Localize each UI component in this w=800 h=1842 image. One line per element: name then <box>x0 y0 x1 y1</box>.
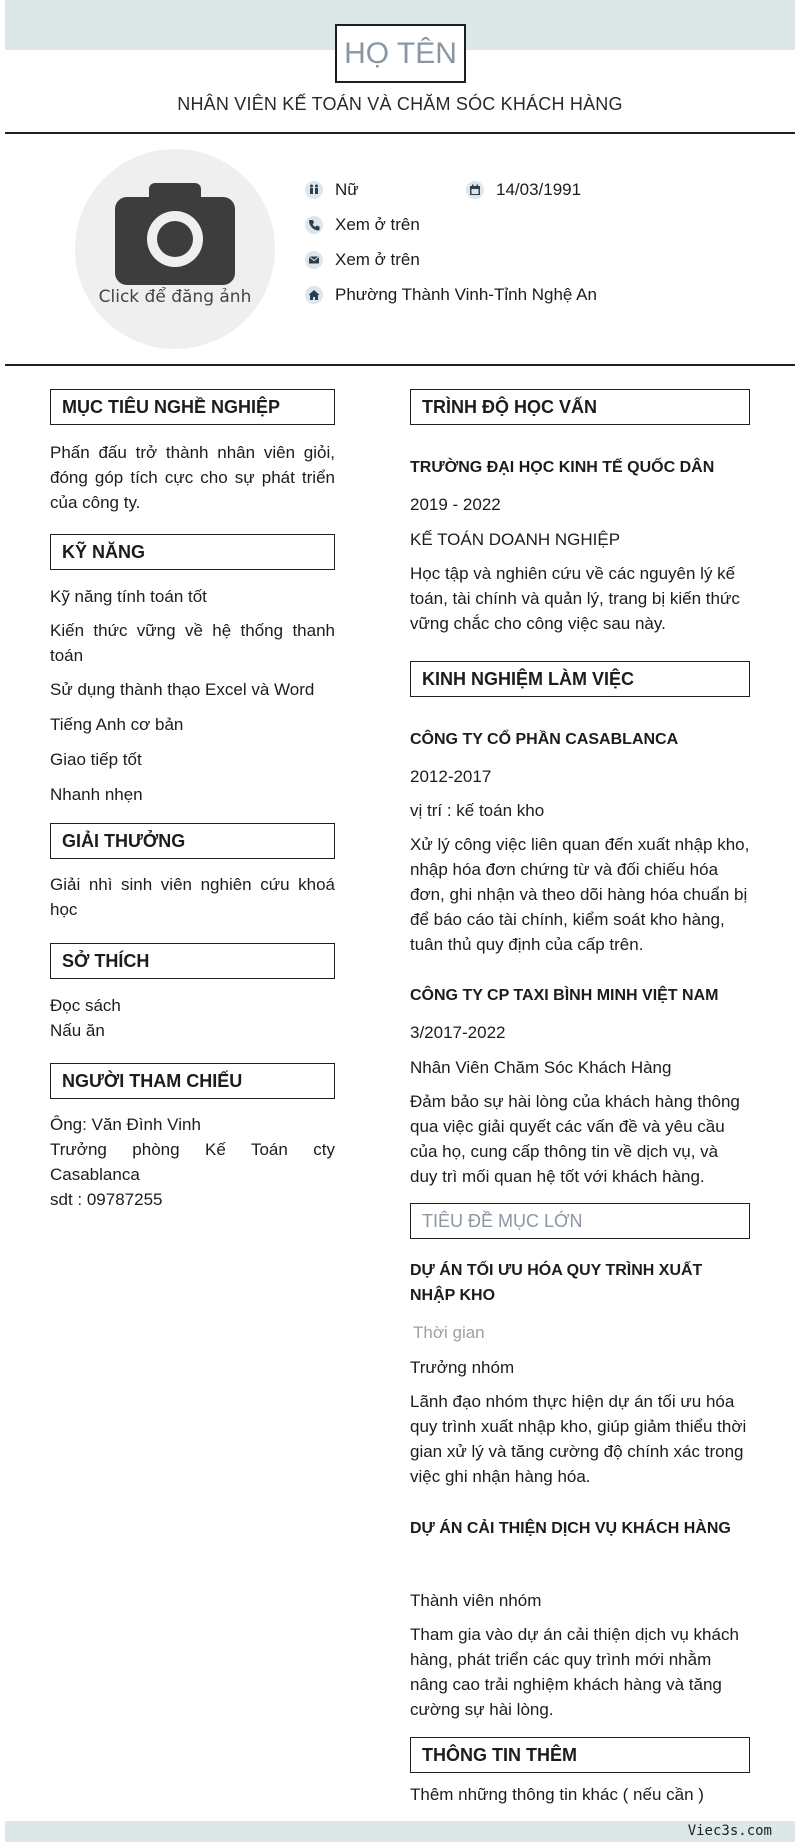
camera-icon <box>115 177 235 287</box>
bottom-band <box>5 1821 795 1842</box>
reference-heading[interactable]: NGƯỜI THAM CHIẾU <box>50 1063 335 1099</box>
info-gender[interactable] <box>305 180 359 200</box>
email-value: Xem ở trên <box>335 250 420 269</box>
job-company[interactable]: CÔNG TY CP TAXI BÌNH MINH VIỆT NAM <box>410 987 719 1004</box>
project-description[interactable]: Tham gia vào dự án cải thiện dịch vụ khách hàng, phát triển các quy trình mới nhằm nâng cao trải nghiệm khách hàng và tăng cường sự hài lòng. <box>410 1625 739 1719</box>
extra-heading[interactable]: THÔNG TIN THÊM <box>410 1737 750 1773</box>
address-value: Phường Thành Vinh-Tỉnh Nghệ An <box>335 285 597 304</box>
gender-icon <box>305 181 323 199</box>
gender-value: Nữ <box>335 180 359 199</box>
job-position[interactable]: vị trí : kế toán kho <box>410 801 545 820</box>
job-period[interactable]: 2012-2017 <box>410 767 492 786</box>
photo-upload[interactable] <box>75 149 275 349</box>
name-field[interactable] <box>335 24 466 83</box>
skill-item[interactable]: Tiếng Anh cơ bản <box>50 715 184 734</box>
skill-item[interactable]: Sử dụng thành thạo Excel và Word <box>50 680 315 699</box>
project-role[interactable]: Trưởng nhóm <box>410 1358 515 1377</box>
education-school[interactable]: TRƯỜNG ĐẠI HỌC KINH TẾ QUỐC DÂN <box>410 459 715 476</box>
hobbies-heading[interactable]: SỞ THÍCH <box>50 943 335 979</box>
phone-value: Xem ở trên <box>335 215 420 234</box>
header-divider <box>5 132 795 134</box>
job-position[interactable]: Nhân Viên Chăm Sóc Khách Hàng <box>410 1058 672 1077</box>
project-role[interactable]: Thành viên nhóm <box>410 1591 542 1610</box>
project-name[interactable]: DỰ ÁN TỐI ƯU HÓA QUY TRÌNH XUẤT NHẬP KHO <box>410 1262 703 1304</box>
skills-heading[interactable]: KỸ NĂNG <box>50 534 335 570</box>
job-description[interactable]: Đảm bảo sự hài lòng của khách hàng thông qua việc giải quyết các vấn đề và yêu cầu của họ, cung cấp thông tin về dịch vụ, và duy trì mối quan hệ tốt với khách hàng. <box>410 1092 740 1186</box>
name-text: HỌ TÊN <box>344 36 457 70</box>
objective-text[interactable]: Phấn đấu trở thành nhân viên giỏi, đóng góp tích cực cho sự phát triển của công ty. <box>50 443 335 512</box>
skill-item[interactable]: Giao tiếp tốt <box>50 750 142 769</box>
mail-icon <box>305 251 323 269</box>
hobby-item[interactable]: Nấu ăn <box>50 1021 105 1040</box>
experience-heading[interactable]: KINH NGHIỆM LÀM VIỆC <box>410 661 750 697</box>
awards-text[interactable]: Giải nhì sinh viên nghiên cứu khoá học <box>50 875 335 919</box>
awards-heading[interactable]: GIẢI THƯỞNG <box>50 823 335 859</box>
reference-name[interactable]: Ông: Văn Đình Vinh <box>50 1115 201 1134</box>
hobby-item[interactable]: Đọc sách <box>50 996 121 1015</box>
project-name[interactable]: DỰ ÁN CẢI THIỆN DỊCH VỤ KHÁCH HÀNG <box>410 1520 731 1537</box>
education-major[interactable]: KẾ TOÁN DOANH NGHIỆP <box>410 530 621 549</box>
reference-phone[interactable]: sdt : 09787255 <box>50 1190 163 1209</box>
project-time-placeholder[interactable]: Thời gian <box>413 1323 485 1342</box>
info-birthday[interactable] <box>466 180 581 200</box>
reference-position[interactable]: Trưởng phòng Kế Toán cty Casablanca <box>50 1140 335 1184</box>
extra-text[interactable]: Thêm những thông tin khác ( nếu cần ) <box>410 1785 704 1804</box>
info-email[interactable] <box>305 250 420 270</box>
section-title-placeholder[interactable]: TIÊU ĐỀ MỤC LỚN <box>410 1203 750 1239</box>
job-period[interactable]: 3/2017-2022 <box>410 1023 506 1042</box>
job-description[interactable]: Xử lý công việc liên quan đến xuất nhập kho, nhập hóa đơn chứng từ và đối chiếu hóa đơn, ghi nhận và theo dõi hàng hóa chuẩn bị để báo cáo tài chính, kiểm soát kho hàng, tuân thủ quy định của cấp trên. <box>410 835 750 954</box>
education-period[interactable]: 2019 - 2022 <box>410 495 501 514</box>
skill-item[interactable]: Kỹ năng tính toán tốt <box>50 587 207 606</box>
photo-caption: Click để đăng ảnh <box>98 287 252 307</box>
calendar-icon <box>466 181 484 199</box>
job-company[interactable]: CÔNG TY CỔ PHẦN CASABLANCA <box>410 731 679 748</box>
watermark: Viec3s.com <box>687 1823 772 1839</box>
project-description[interactable]: Lãnh đạo nhóm thực hiện dự án tối ưu hóa quy trình xuất nhập kho, giúp giảm thiểu thời gian xử lý và tăng cường độ chính xác trong việc ghi nhận hàng hóa. <box>410 1392 747 1486</box>
skill-item[interactable]: Nhanh nhẹn <box>50 785 143 804</box>
education-heading[interactable]: TRÌNH ĐỘ HỌC VẤN <box>410 389 750 425</box>
info-phone[interactable] <box>305 215 420 235</box>
home-icon <box>305 286 323 304</box>
phone-icon <box>305 216 323 234</box>
info-divider <box>5 364 795 366</box>
objective-heading[interactable]: MỤC TIÊU NGHỀ NGHIỆP <box>50 389 335 425</box>
education-description[interactable]: Học tập và nghiên cứu về các nguyên lý kế toán, tài chính và quản lý, trang bị kiến thức vững chắc cho công việc sau này. <box>410 564 740 633</box>
skill-item[interactable]: Kiến thức vững về hệ thống thanh toán <box>50 621 335 665</box>
birthday-value: 14/03/1991 <box>496 180 582 199</box>
info-address[interactable] <box>305 285 597 305</box>
job-title[interactable]: NHÂN VIÊN KẾ TOÁN VÀ CHĂM SÓC KHÁCH HÀNG <box>177 94 623 114</box>
